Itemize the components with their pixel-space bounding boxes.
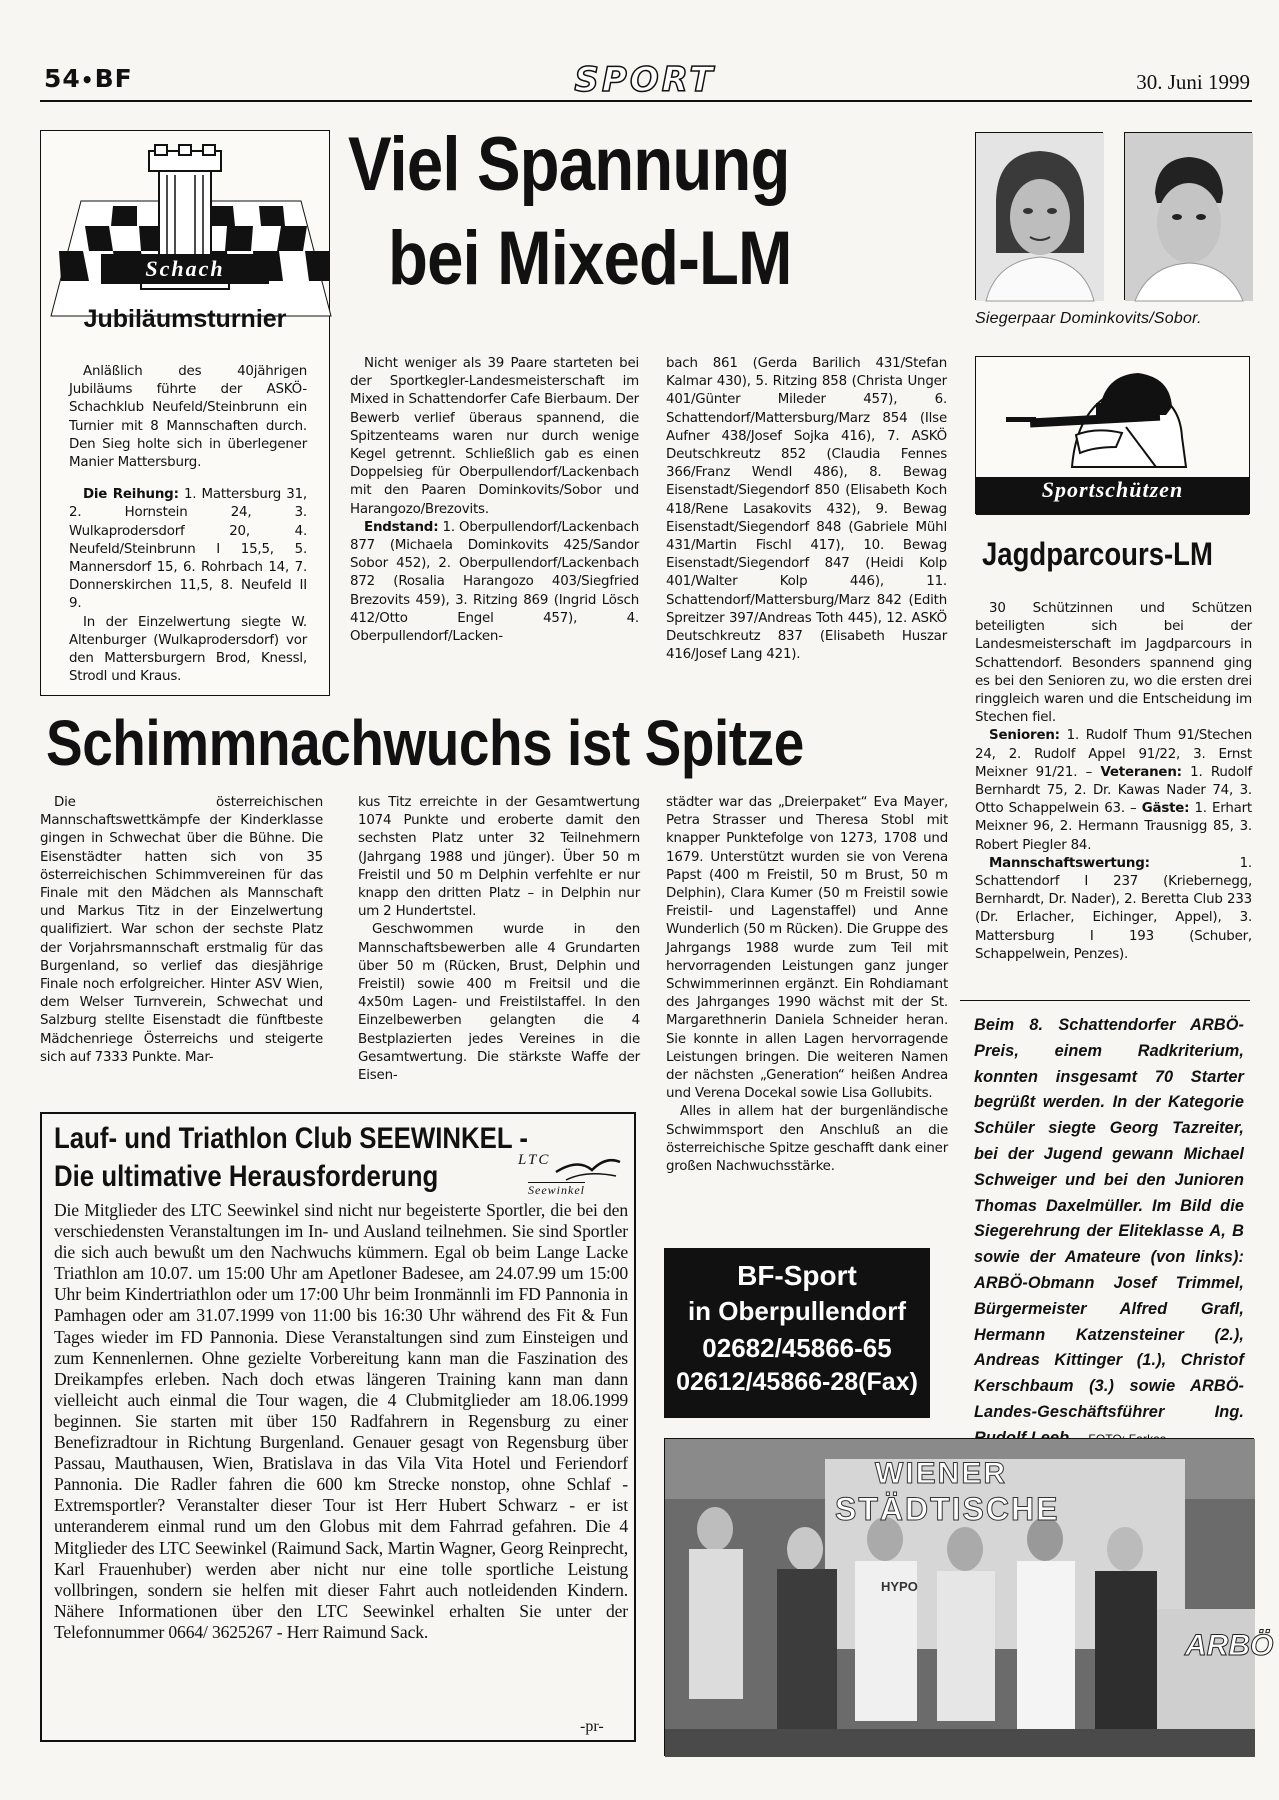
veteranen-text: 1. Rudolf Bernhardt 75, 2. Dr. Kawas Nader 74, 3. Otto Schappelwein 63. – — [975, 764, 1253, 817]
mixed-title-line1: Viel Spannung — [348, 122, 790, 207]
portrait-man — [1125, 133, 1253, 301]
section-title: SPORT — [574, 60, 716, 100]
swim-col3 — [666, 794, 948, 1176]
chess-text — [69, 363, 307, 686]
senioren-label: Senioren: — [989, 728, 1060, 744]
photo-dominkovits — [975, 132, 1103, 300]
ltc-body — [54, 1200, 628, 1643]
swim-headline: Schimmnachwuchs ist Spitze — [46, 707, 804, 779]
ltc-logo-top: LTC — [518, 1152, 551, 1168]
arboe-sign: ARBÖ — [1185, 1629, 1274, 1662]
bfsport-ad — [664, 1248, 930, 1418]
bfsport-phone: 02682/45866-65 — [702, 1333, 892, 1363]
swim-col3-text-a: städter war das „Dreierpaket“ Eva Mayer, Petra Strasser und Theresa Stobl mit knapper Punktefolge von 1273, 1708 und 1679. Unterstützt wurden sie von Verena Papst (400 m Freistil, 50 m Brust, 50 m Delphin), Clara Kumer (50 m Freistil sowie Freistil- und Lagenstaffel) und Anne Wunderlich (50 m Rücken). Die Gruppe des Jahrgangs 1988 wurde zum Teil mit hervorragenden Leistungen ganz junger Schwimmerinnen ergänzt. Ein Rohdiamant des Jahrganges 1990 wächst mit der St. Margarethnerin Daniela Schneider heran. Sie konnte in allen Lagen hervorragende Leistungen bringen. Die weiteren Namen der nächsten „Generation“ heißen Andrea und Verena Docekal sowie Lisa Gollubits. — [666, 795, 948, 1102]
chess-results-label: Die Reihung: — [83, 487, 179, 503]
header-rule — [40, 100, 1252, 102]
shooting-title: Jagdparcours-LM — [982, 536, 1213, 572]
bfsport-line1: BF-Sport — [737, 1260, 857, 1291]
shooting-badge: Sportschützen — [976, 477, 1249, 515]
issue-date: 30. Juni 1999 — [1136, 70, 1250, 94]
ltc-logo-bottom: Seewinkel — [528, 1183, 585, 1197]
mixed-endstand-text: 1. Oberpullendorf/Lackenbach 877 (Michaela Dominkovits 425/Sandor Sobor 452), 2. Oberpullendorf/Lackenbach 872 (Rosalia Harangozo 403/Siegfried Brezovits 459), 3. Ritzing 869 (Ingrid Lösch 412/Otto Engel 457), 4. Oberpullendorf/Lacken- — [350, 519, 639, 645]
paper-name: BF — [94, 64, 133, 93]
bfsport-fax: 02612/45866-28(Fax) — [676, 1368, 918, 1396]
swim-col1 — [40, 794, 323, 1067]
chess-results — [69, 486, 307, 613]
mixed-col1 — [350, 355, 639, 646]
mixed-endstand — [350, 519, 639, 646]
arboe-caption-box — [960, 1000, 1250, 1440]
mixed-headline — [348, 118, 928, 306]
chess-results-text: 1. Mattersburg 31, 2. Hornstein 24, 3. Wulkaprodersdorf 20, 4. Neufeld/Steinbrunn I 15,5, 5. Mannersdorf 15, 6. Rohrbach 14, 7. Donnerskirchen 11,5, 8. Neufeld II 9. — [69, 487, 307, 612]
gaeste-label: Gäste: — [1141, 801, 1190, 817]
shooting-intro: 30 Schützinnen und Schützen beteiligten sich bei der Landesmeisterschaft im Jagdparcours in Schattendorf. Besonders spannend ging es bei den Senioren zu, wo die ersten drei ringgleich waren und die Entscheidung im Stechen fiel. — [975, 601, 1252, 726]
gaeste-text: 1. Erhart Meixner 96, 2. Hermann Trausnigg 85, 3. Robert Piegler 84. — [975, 801, 1252, 853]
photo-sobor — [1124, 132, 1252, 300]
banner-text-1: WIENER — [875, 1457, 1007, 1490]
mixed-results-cont: bach 861 (Gerda Barilich 431/Stefan Kalmar 430), 5. Ritzing 858 (Christa Unger 401/Günter Mileder 457), 6. Schattendorf/Mattersburg/Marz 854 (Ilse Aufner 438/Josef Sojka 416), 7. ASKÖ Deutschkreutz 852 (Claudia Fennes 366/Franz Wendl 486), 8. Bewag Eisenstadt/Siegendorf 850 (Elisabeth Koch 418/Rene Lasakovits 432), 9. Bewag Eisenstadt/Siegendorf 848 (Gabriele Mühl 431/Martin Fischl 417), 10. Bewag Eisenstadt/Siegendorf 847 (Heidi Kolp 401/Walter Kolp 446), 11. Schattendorf/Mattersburg/Marz 842 (Edith Spreitzer 397/Andreas Toth 445), 12. ASKÖ Deutschkreutz 837 (Elisabeth Huszar 416/Josef Lang 421). — [666, 356, 947, 663]
arboe-photo — [664, 1438, 1274, 1756]
ltc-title2: Die ultimative Herausforderung — [54, 1160, 439, 1193]
swim-col2-text-a: kus Titz erreichte in der Gesamtwertung 1074 Punkte und eroberte damit den sechsten Platz unter 32 Teilnehmern (Jahrgang 1988 und jünger). Über 50 m Freistil und 50 m Delphin verfehlte er nur knapp den dritten Platz – in Delphin nur um 2 Hundertstel. — [358, 795, 640, 920]
portrait-woman — [976, 133, 1104, 301]
mixed-endstand-label: Endstand: — [364, 519, 439, 535]
ltc-logo — [516, 1150, 626, 1200]
chess-badge — [41, 251, 329, 287]
ltc-body-text: Die Mitglieder des LTC Seewinkel sind nicht nur begeisterte Sportler, die bei den verschiedensten Veranstaltungen im In- und Ausland teilnehmen. Sie sind Sportler die sich auch bewußt um den Nachwuchs kümmern. Egal ob beim Lange Lacke Triathlon am 10.07. um 15:00 Uhr am Apetloner Badesee, am 24.07.99 um 15:00 Uhr beim Kindertriathlon oder um 17:00 Uhr beim Ironmännli im FD Pannonia in Pamhagen oder am 31.07.1999 von 11:00 bis 16:30 Uhr während des Fit & Fun Tages wieder im FD Pannonia. Diese Veranstaltungen sind zum Einsteigen und zum Kennenlernen. Ohne gezielte Vorbereitung kann man die Faszination des Dreikampfes erleben. Nach doch etwas längeren Training kann man dann vielleicht auch einmal die Tour wagen, die 4 Clubmitglieder am 18.06.1999 beginnen. Sie starten mit über 150 Radfahrern in Regensburg zu einer Benefizradtour in Richtung Burgenland. Genauer gesagt von Regensburg über Passau, Mauthausen, Wien, Bratislava in das Vila Vita Hotel und Feriendorf Pannonia. Die Radler fahren die 600 km Strecke nonstop, ohne Schlaf - Extremsportler? Veranstalter dieser Tour ist Herr Hubert Schwarz - er ist unteranderem einmal rund um den Globus mit dem Fahrrad gefahren. Die 4 Mitglieder des LTC Seewinkel (Raimund Sack, Martin Wagner, Georg Reinprecht, Karl Frauenhuber) werden aber nicht nur eine tolle sportliche Leistung vollbringen, sondern sie helfen mit dieser Fahrt auch notleidenden Kindern. Nähere Informationen über den LTC Seewinkel erhalten Sie unter der Telefonnummer 0664/ 3625267 - Herr Raimund Sack. — [54, 1200, 628, 1642]
shooting-results — [975, 727, 1252, 854]
shooting-text — [975, 600, 1252, 964]
banner-text-2: STÄDTISCHE — [835, 1491, 1060, 1527]
ltc-signature: -pr- — [580, 1718, 604, 1735]
shooter-illustration — [976, 357, 1248, 477]
arboe-caption-text: Beim 8. Schattendorfer ARBÖ-Preis, einem Radkriterium, konnten insgesamt 70 Starter begrüßt werden. In der Kategorie Schüler siegte Georg Tazreiter, bei der Jugend gewann Michael Schweiger und bei den Junioren Thomas Daxelmüller. Im Bild die Siegerehrung der Eliteklasse A, B sowie der Amateure (von links): ARBÖ-Obmann Josef Trimmel, Bürgermeister Alfred Grafl, Hermann Katzensteiner (2.), Andreas Kittinger (1.), Christof Kerschbaum (3.) sowie ARBÖ-Landes-Geschäftsführer Ing. — [974, 1016, 1244, 1421]
mixed-title-line2: bei Mixed-LM — [388, 216, 792, 301]
mixed-col2 — [666, 355, 947, 664]
mixed-intro: Nicht weniger als 39 Paare starteten bei der Sportkegler-Landesmeisterschaft im Mixed in Schattendorfer Cafe Bierbaum. Der Bewerb verlief überaus spannend, die Spitzenteams waren nur durch wenige Kegel getrennt. Schließlich gab es einen Doppelsieg für Oberpullendorf/Lackenbach mit den Paaren Dominkovits/Sobor und Harangozo/Brezovits. — [350, 356, 639, 517]
chess-badge-bar: Schach — [101, 254, 268, 284]
team-text: 1. Schattendorf I 237 (Kriebernegg, Bernhardt, Dr. Nader), 2. Beretta Club 233 (Dr. Erlacher, Eichinger, Appel), 3. Mattersburg I 193 (Schuber, Schappelwein, Penzes). — [975, 855, 1252, 962]
header-separator: • — [80, 68, 95, 92]
shooting-box — [975, 356, 1250, 514]
chess-title: Jubiläumsturnier — [83, 305, 287, 333]
swim-col2-text-b: Geschwommen wurde in den Mannschaftsbewerben alle 4 Grundarten über 50 m (Rücken, Brust, Delphin und Freistil) sowie 400 m Freitsil und die 4x50m Lagen- und Freistilstaffel. In den Einzelbewerben gelangten die 4 Bestplazierten jedes Vereines in die Gesamtwertung. Die stärkste Waffe der Eisen- — [358, 922, 640, 1084]
team-results — [975, 855, 1252, 964]
bfsport-line2: in Oberpullendorf — [687, 1296, 907, 1326]
swim-col1-text: Die österreichischen Mannschaftswettkämpfe der Kinderklasse gingen in Schwechat über die Bühne. Die Eisenstädter hatten sich von 35 österreichischen Schimmvereinen für das Finale mit den Mädchen als Mannschaft und Markus Titz in der Einzelwertung qualifiziert. War schon der sechste Platz der Vorjahrsmannschaft erstmalig für das Burgenland, so verlief das diesjährige Finale noch erfolgreicher. Hinter ASV Wien, dem Welser Turnverein, Schwechat und Salzburg stellte Eisenstadt die fünftbeste Mädchenriege Österreichs und steigerte sich auf 7333 Punkte. Mar- — [40, 795, 323, 1065]
swim-col2 — [358, 794, 640, 1085]
page-number-value: 54 — [44, 64, 81, 93]
chess-box — [40, 130, 330, 696]
senioren-text: 1. Rudolf Thum 91/Stechen 24, 2. Rudolf Appel 91/22, 3. Ernst Meixner 91/21. – — [975, 728, 1252, 780]
jersey-text: HYPO — [881, 1579, 918, 1594]
team-label: Mannschaftswertung: — [989, 855, 1150, 871]
veteranen-label: Veteranen: — [1100, 764, 1182, 780]
photo-caption-siegerpaar: Siegerpaar Dominkovits/Sobor. — [975, 310, 1202, 327]
swim-col3-text-b: Alles in allem hat der burgenländische Schwimmsport den Anschluß an die österreichische Spitze geschafft dank einer großen Nachwuchsstärke. — [666, 1104, 948, 1175]
chess-single: In der Einzelwertung siegte W. Altenburger (Wulkaprodersdorf) vor den Mattersburgern Brod, Knessl, Strodl und Kraus. — [69, 614, 307, 685]
chess-intro: Anläßlich des 40jährigen Jubiläums führte der ASKÖ-Schachklub Neufeld/Steinbrunn ein Turnier mit 8 Mannschaften durch. Den Sieg holte sich in überlegener Manier Mattersburg. — [69, 364, 307, 471]
page-number — [44, 64, 133, 93]
ltc-title1: Lauf- und Triathlon Club SEEWINKEL - — [54, 1122, 528, 1155]
